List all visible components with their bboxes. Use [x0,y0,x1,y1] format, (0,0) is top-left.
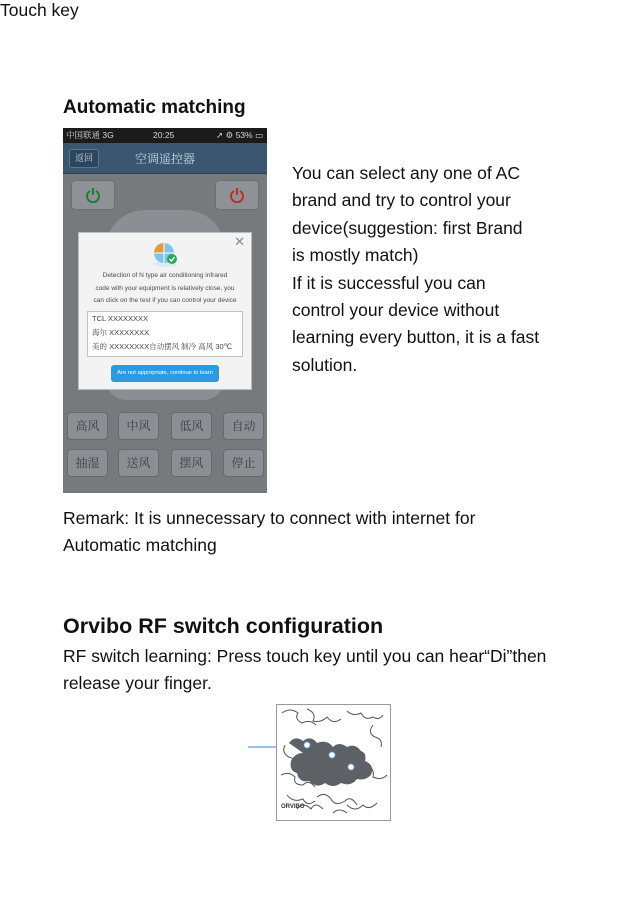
power-button-left[interactable] [71,180,115,210]
clock-label: 20:25 [153,130,175,140]
remark-text: Remark: It is unnecessary to connect with internet for Automatic matching [63,508,476,556]
power-icon [85,187,101,203]
status-bar [63,128,267,143]
key-dehumidify[interactable]: 抽湿 [67,449,108,477]
list-item[interactable]: TCL XXXXXXXX [92,314,148,323]
touch-key-label: Touch key [0,0,79,20]
air-conditioner-check-icon [150,240,180,268]
section-title-rf-switch: Orvibo RF switch configuration [63,614,384,638]
power-icon [229,187,245,203]
back-button[interactable]: 返回 [69,149,99,168]
key-mid-fan[interactable]: 中风 [118,412,159,440]
list-item[interactable]: 海尔 XXXXXXXX [92,328,150,337]
key-stop[interactable]: 停止 [223,449,264,477]
matching-dialog [78,232,252,390]
rf-switch-puzzle-image [276,704,391,821]
automatic-matching-description: You can select any one of AC brand and try to control your device(suggestion: first Brand is mostly match) If it is successful you can control your device without learning every button, it is a fast solution. [292,163,540,375]
key-fan-mode[interactable]: 送风 [118,449,159,477]
close-icon[interactable]: ✕ [234,234,245,249]
section-title-automatic-matching: Automatic matching [63,97,246,118]
key-low-fan[interactable]: 低风 [171,412,212,440]
list-item[interactable]: 美的 XXXXXXXX自动摆风 制冷 高风 30℃ [92,342,233,351]
key-high-fan[interactable]: 高风 [67,412,108,440]
brand-match-list [87,311,243,357]
carrier-label: 中国联通 3G [66,130,114,140]
power-button-right[interactable] [215,180,259,210]
app-title: 空调遥控器 [134,152,195,166]
battery-label: ➚ ⚙ 53% ▭ [216,130,263,140]
key-swing[interactable]: 摆风 [171,449,212,477]
phone-screenshot [63,128,267,493]
app-bar [63,143,267,174]
dialog-message: Detection of N type air conditioning infrared code with your equipment is relatively close, you can click on the test if you can control your device [93,272,237,304]
rf-learning-instructions: RF switch learning: Press touch key until you can hear“Di”then release your finger. [63,646,547,694]
puzzle-pattern [277,705,390,820]
key-auto[interactable]: 自动 [223,412,264,440]
continue-to-learn-button[interactable]: Are not appropriate, continue to learn [111,365,219,382]
orvibo-logo: ORVIBO [281,804,305,810]
status-icons: ➚ ⚙ [216,130,236,140]
